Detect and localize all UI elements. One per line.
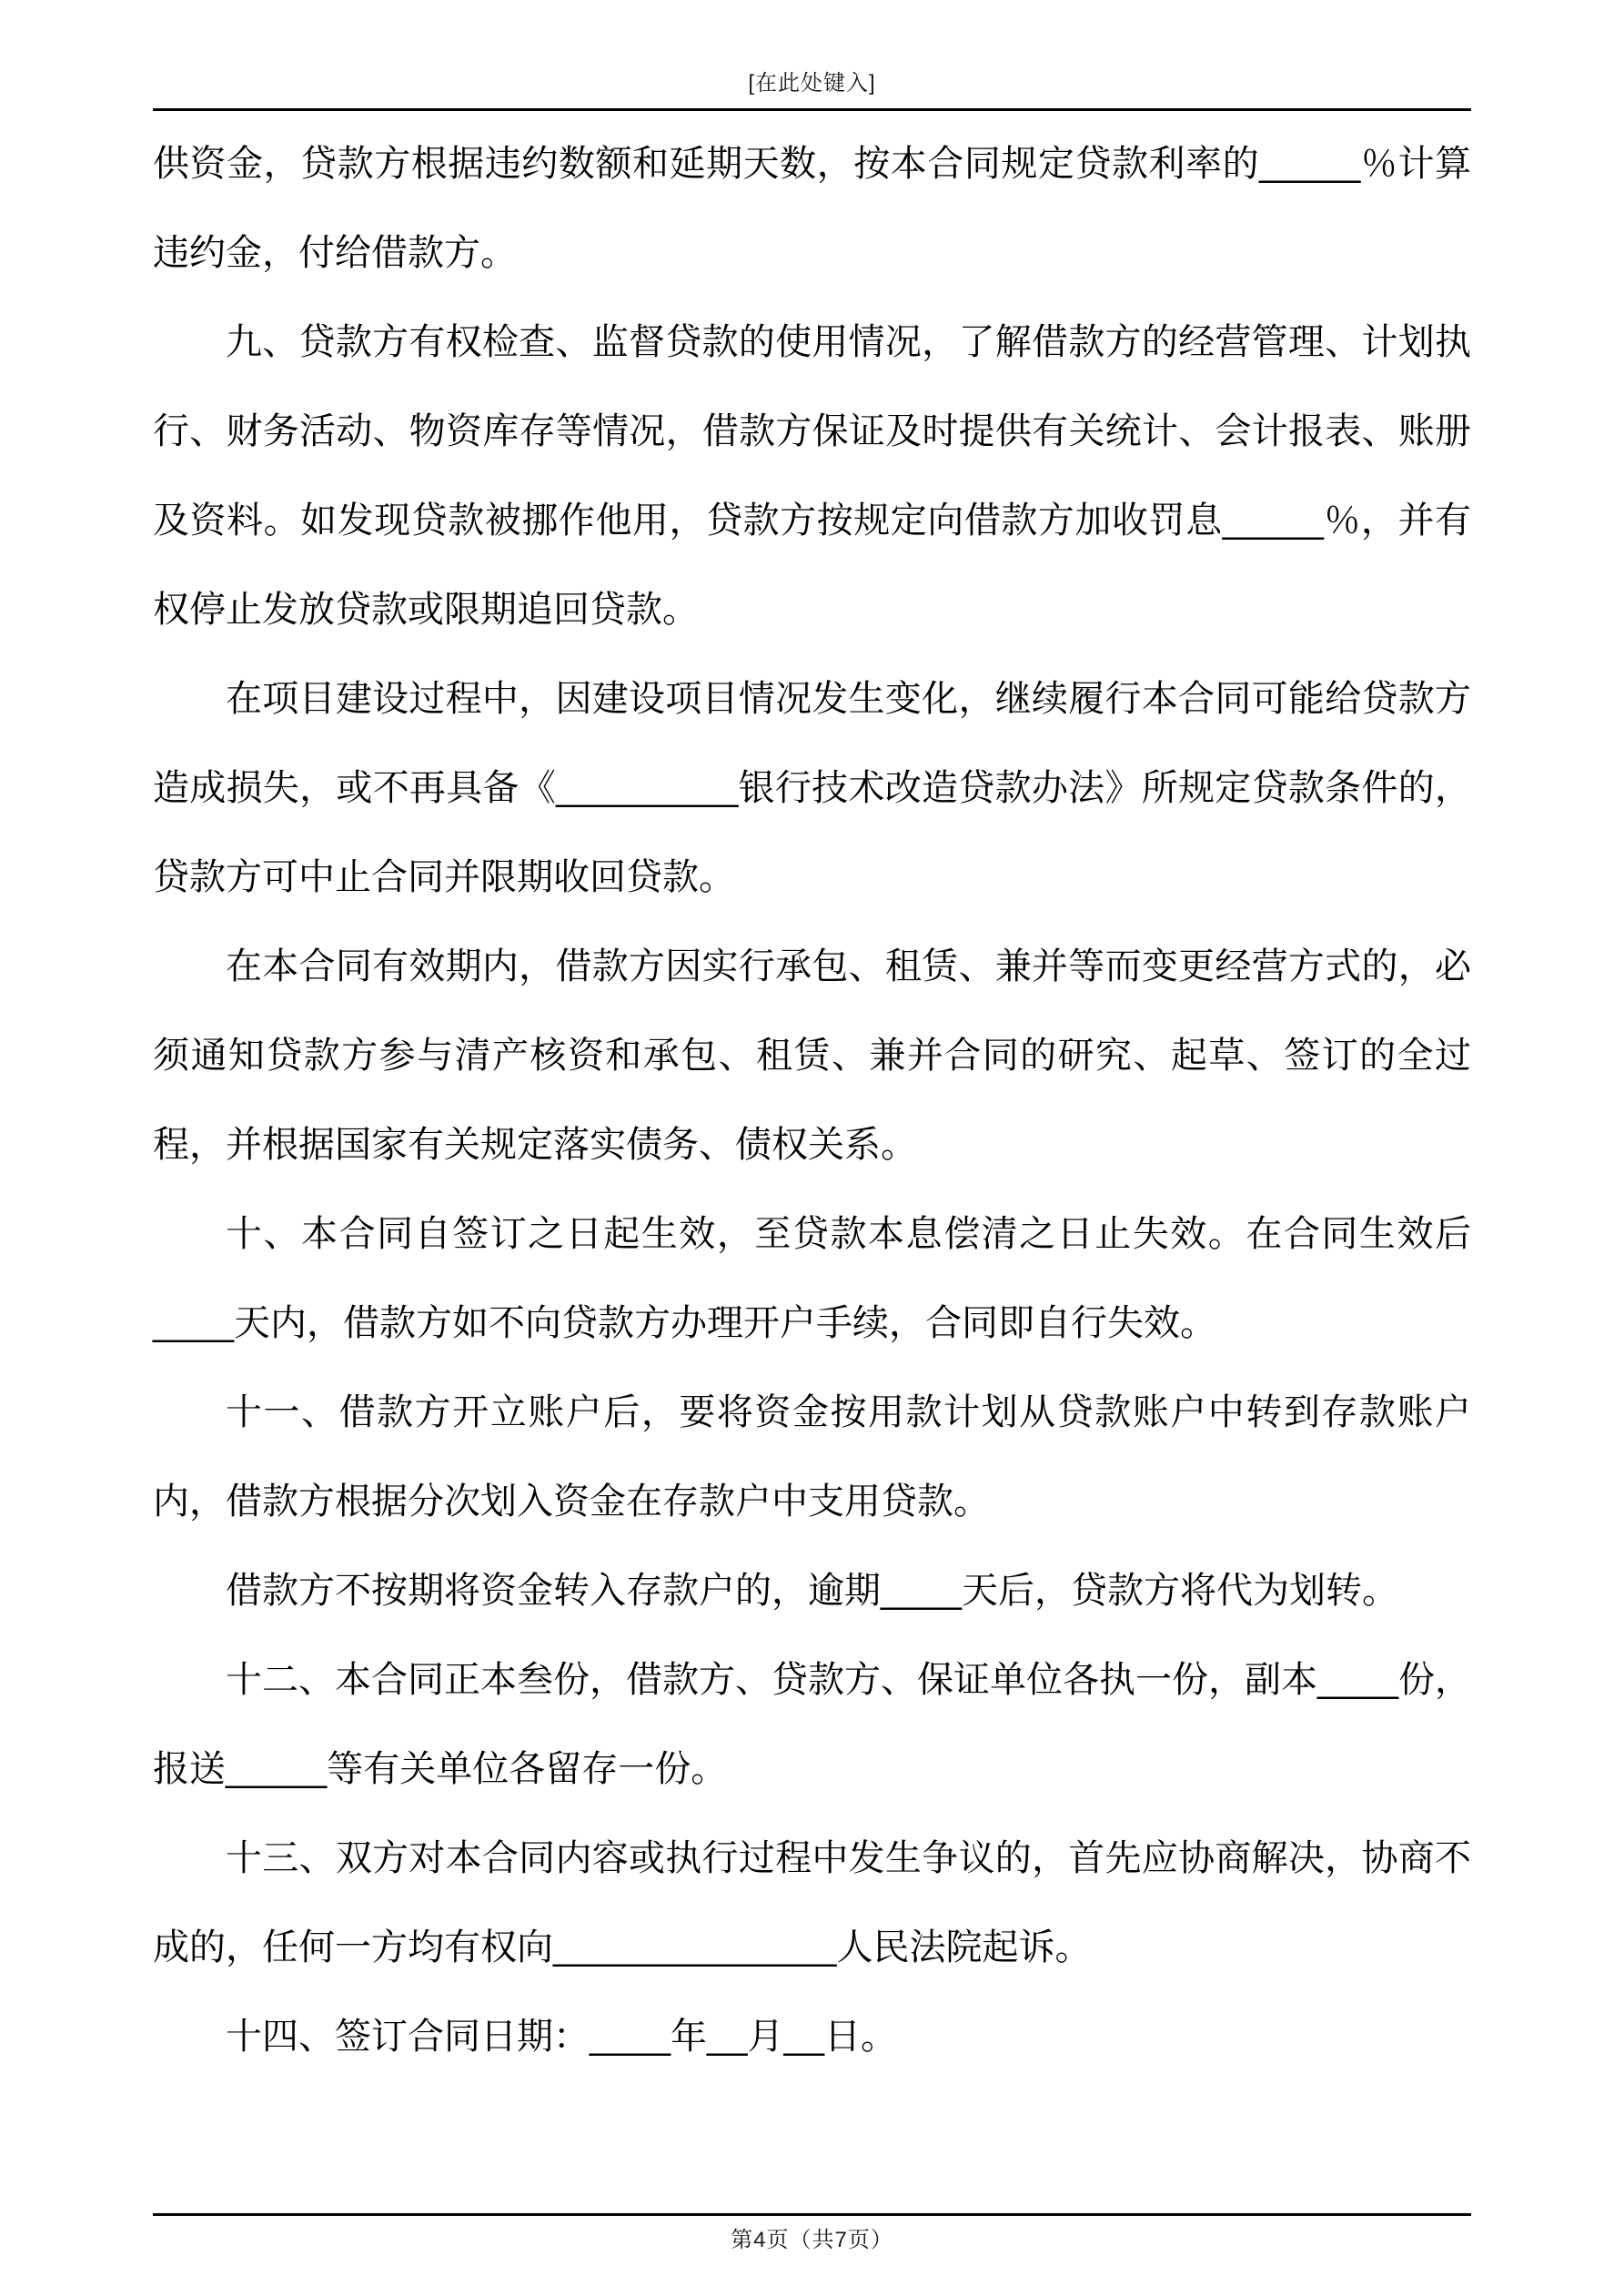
page-number: 第4页（共7页） xyxy=(731,2228,893,2252)
page-header xyxy=(153,0,1471,111)
paragraph-clause-13: 十三、双方对本合同内容或执行过程中发生争议的，首先应协商解决，协商不成的，任何一方均有权向______________人民法院起诉。 xyxy=(153,1838,1471,1967)
header-placeholder-text: [在此处键入] xyxy=(748,71,876,96)
paragraph-clause-11: 十一、借款方开立账户后，要将资金按用款计划从贷款账户中转到存款账户内，借款方根据分次划入资金在存款户中支用贷款。 xyxy=(153,1392,1471,1522)
page-footer xyxy=(153,2213,1471,2296)
paragraph-continuation: 供资金，贷款方根据违约数额和延期天数，按本合同规定贷款利率的_____％计算违约金，付给借款方。 xyxy=(153,144,1471,273)
header-divider xyxy=(153,108,1471,111)
paragraph-clause-12: 十二、本合同正本叁份，借款方、贷款方、保证单位各执一份，副本____份，报送_____等有关单位各留存一份。 xyxy=(153,1660,1471,1789)
document-body xyxy=(153,119,1471,2081)
paragraph-transfer: 借款方不按期将资金转入存款户的，逾期____天后，贷款方将代为划转。 xyxy=(226,1571,1398,1611)
paragraph-operation-change: 在本合同有效期内，借款方因实行承包、租赁、兼并等而变更经营方式的，必须通知贷款方参与清产核资和承包、租赁、兼并合同的研究、起草、签订的全过程，并根据国家有关规定落实债务、债权关系。 xyxy=(153,946,1471,1165)
paragraph-project-change: 在项目建设过程中，因建设项目情况发生变化，继续履行本合同可能给贷款方造成损失，或不再具备《_________银行技术改造贷款办法》所规定贷款条件的，贷款方可中止合同并限期收回贷款。 xyxy=(153,679,1471,897)
paragraph-clause-10: 十、本合同自签订之日起生效，至贷款本息偿清之日止失效。在合同生效后____天内，借款方如不向贷款方办理开户手续，合同即自行失效。 xyxy=(153,1214,1471,1343)
paragraph-clause-9: 九、贷款方有权检查、监督贷款的使用情况，了解借款方的经营管理、计划执行、财务活动、物资库存等情况，借款方保证及时提供有关统计、会计报表、账册及资料。如发现贷款被挪作他用，贷款方按规定向借款方加收罚息_____％，并有权停止发放贷款或限期追回贷款。 xyxy=(153,322,1471,630)
paragraph-clause-14: 十四、签订合同日期：____年__月__日。 xyxy=(226,2017,897,2057)
